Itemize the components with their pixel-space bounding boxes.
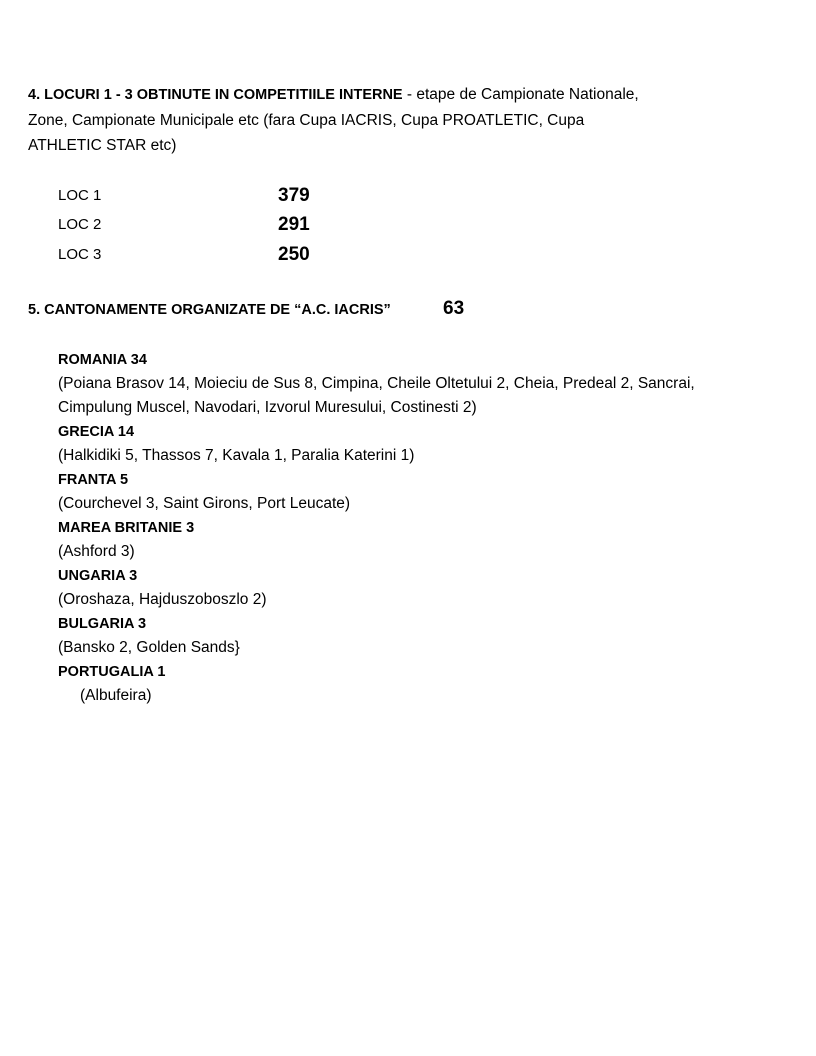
country-title-grecia: GRECIA 14 <box>58 424 135 440</box>
section-5-title: 5. CANTONAMENTE ORGANIZATE DE “A.C. IACRIS” <box>28 302 391 318</box>
section-4-title: 4. LOCURI 1 - 3 OBTINUTE IN COMPETITIILE INTERNE <box>28 87 403 103</box>
section-4-heading <box>28 82 658 158</box>
place-2-label: LOC 2 <box>58 216 102 233</box>
country-title-marea-britanie: MAREA BRITANIE 3 <box>58 520 195 536</box>
section-5-total: 63 <box>443 298 465 319</box>
place-1-value: 379 <box>278 185 310 206</box>
place-3-label: LOC 3 <box>58 246 102 263</box>
country-title-franta: FRANTA 5 <box>58 472 129 488</box>
country-details-portugalia: (Albufeira) <box>80 687 152 704</box>
country-title-bulgaria: BULGARIA 3 <box>58 616 147 632</box>
camps-list <box>58 348 758 708</box>
country-title-portugalia: PORTUGALIA 1 <box>58 664 166 680</box>
place-3-value: 250 <box>278 244 310 265</box>
place-2-value: 291 <box>278 214 310 235</box>
country-details-bulgaria: (Bansko 2, Golden Sands} <box>58 639 240 656</box>
country-details-romania: (Poiana Brasov 14, Moieciu de Sus 8, Cimpina, Cheile Oltetului 2, Cheia, Predeal 2, Sancrai, Cimpulung Muscel, Navodari, Izvorul Muresului, Costinesti 2) <box>58 375 695 416</box>
country-details-marea-britanie: (Ashford 3) <box>58 543 135 560</box>
section-4-description: - etape de Campionate Nationale, Zone, Campionate Municipale etc (fara Cupa IACRIS, Cupa PROATLETIC, Cupa ATHLETIC STAR etc) <box>28 86 639 154</box>
country-details-franta: (Courchevel 3, Saint Girons, Port Leucate) <box>58 495 351 512</box>
country-title-ungaria: UNGARIA 3 <box>58 568 138 584</box>
country-title-romania: ROMANIA 34 <box>58 352 147 368</box>
country-details-ungaria: (Oroshaza, Hajduszoboszlo 2) <box>58 591 267 608</box>
place-1-label: LOC 1 <box>58 187 102 204</box>
country-details-grecia: (Halkidiki 5, Thassos 7, Kavala 1, Paralia Katerini 1) <box>58 447 415 464</box>
